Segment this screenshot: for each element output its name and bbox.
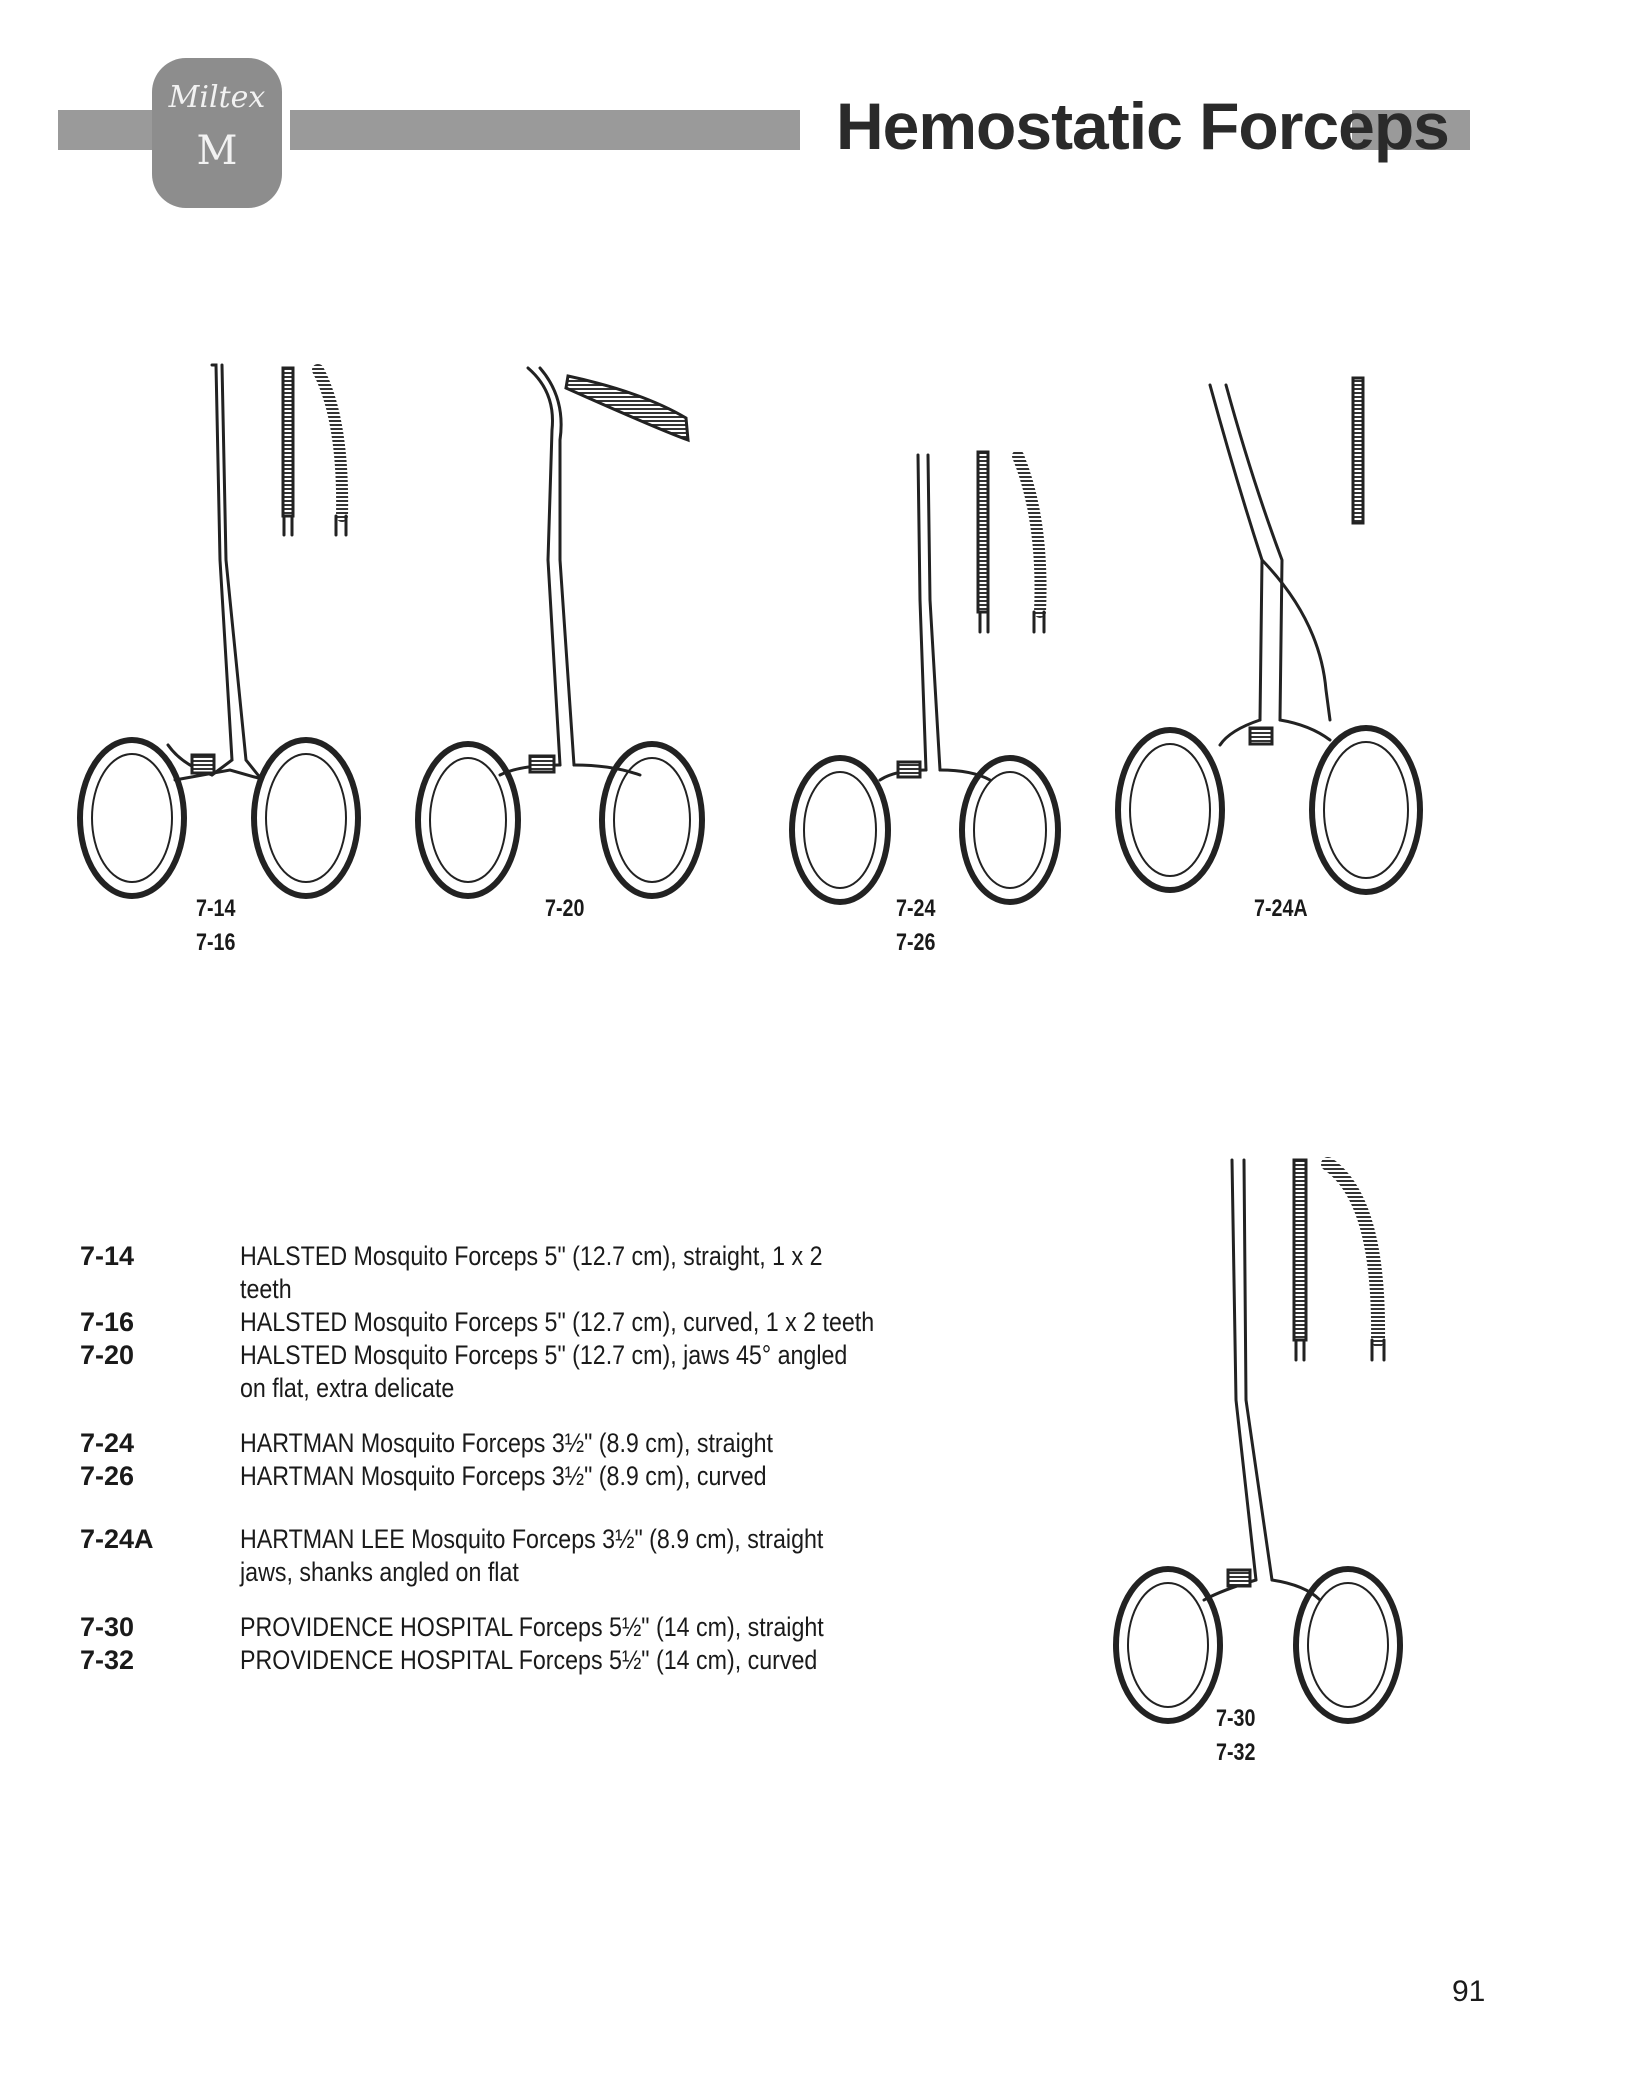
item-description: PROVIDENCE HOSPITAL Forceps 5½" (14 cm), straight xyxy=(240,1612,824,1642)
list-item xyxy=(80,1644,1000,1677)
list-item xyxy=(80,1306,1000,1339)
list-item xyxy=(80,1460,1000,1493)
figure-caption-7-24 xyxy=(896,892,935,960)
item-code: 7-26 xyxy=(80,1461,135,1491)
jaw-detail-7-30-drawing xyxy=(1294,1160,1384,1360)
caption-line: 7-24 xyxy=(896,895,936,922)
item-code: 7-14 xyxy=(80,1241,135,1271)
logo-mark: M xyxy=(196,128,238,174)
forceps-7-20-drawing xyxy=(418,368,702,896)
list-item xyxy=(80,1339,1000,1405)
figure-caption-7-24A xyxy=(1254,892,1308,926)
item-description: HALSTED Mosquito Forceps 5" (12.7 cm), jaws 45° angled on flat, extra delicate xyxy=(240,1340,848,1403)
list-item xyxy=(80,1240,1000,1306)
forceps-7-24-drawing xyxy=(792,455,1058,902)
item-description: HARTMAN LEE Mosquito Forceps 3½" (8.9 cm), straight jaws, shanks angled on flat xyxy=(240,1524,824,1587)
item-code: 7-16 xyxy=(80,1307,135,1337)
figure-caption-7-30 xyxy=(1216,1702,1255,1770)
item-code: 7-24 xyxy=(80,1428,135,1458)
jaw-detail-7-14-drawing xyxy=(283,368,346,535)
jaw-detail-7-20-drawing xyxy=(566,376,688,440)
item-description: HARTMAN Mosquito Forceps 3½" (8.9 cm), curved xyxy=(240,1461,767,1491)
caption-line: 7-20 xyxy=(545,895,585,922)
figure-caption-7-14 xyxy=(196,892,235,960)
caption-line: 7-26 xyxy=(896,929,936,956)
forceps-7-14-drawing xyxy=(80,365,358,896)
page-title: Hemostatic Forceps xyxy=(836,89,1449,163)
item-description: PROVIDENCE HOSPITAL Forceps 5½" (14 cm), curved xyxy=(240,1645,818,1675)
list-item xyxy=(80,1427,1000,1460)
item-code: 7-30 xyxy=(80,1612,135,1642)
caption-line: 7-30 xyxy=(1216,1705,1256,1732)
forceps-7-24A-drawing xyxy=(1118,385,1420,892)
page-number: 91 xyxy=(1452,1975,1486,2008)
list-item xyxy=(80,1523,1000,1589)
figure-caption-7-20 xyxy=(545,892,584,926)
item-description: HALSTED Mosquito Forceps 5" (12.7 cm), straight, 1 x 2 teeth xyxy=(240,1241,823,1304)
jaw-detail-7-24A-drawing xyxy=(1353,378,1363,523)
caption-line: 7-32 xyxy=(1216,1739,1256,1766)
caption-line: 7-24A xyxy=(1254,895,1308,922)
item-description: HARTMAN Mosquito Forceps 3½" (8.9 cm), straight xyxy=(240,1428,774,1458)
item-description: HALSTED Mosquito Forceps 5" (12.7 cm), curved, 1 x 2 teeth xyxy=(240,1307,875,1337)
item-code: 7-32 xyxy=(80,1645,135,1675)
item-code: 7-20 xyxy=(80,1340,135,1370)
jaw-detail-7-24-drawing xyxy=(978,452,1044,632)
item-code: 7-24A xyxy=(80,1524,154,1554)
forceps-7-30-drawing xyxy=(1116,1160,1400,1721)
caption-line: 7-16 xyxy=(196,929,236,956)
product-list xyxy=(80,1240,1000,1677)
logo-script-text: Miltex xyxy=(168,80,266,115)
caption-line: 7-14 xyxy=(196,895,236,922)
list-item xyxy=(80,1611,1000,1644)
